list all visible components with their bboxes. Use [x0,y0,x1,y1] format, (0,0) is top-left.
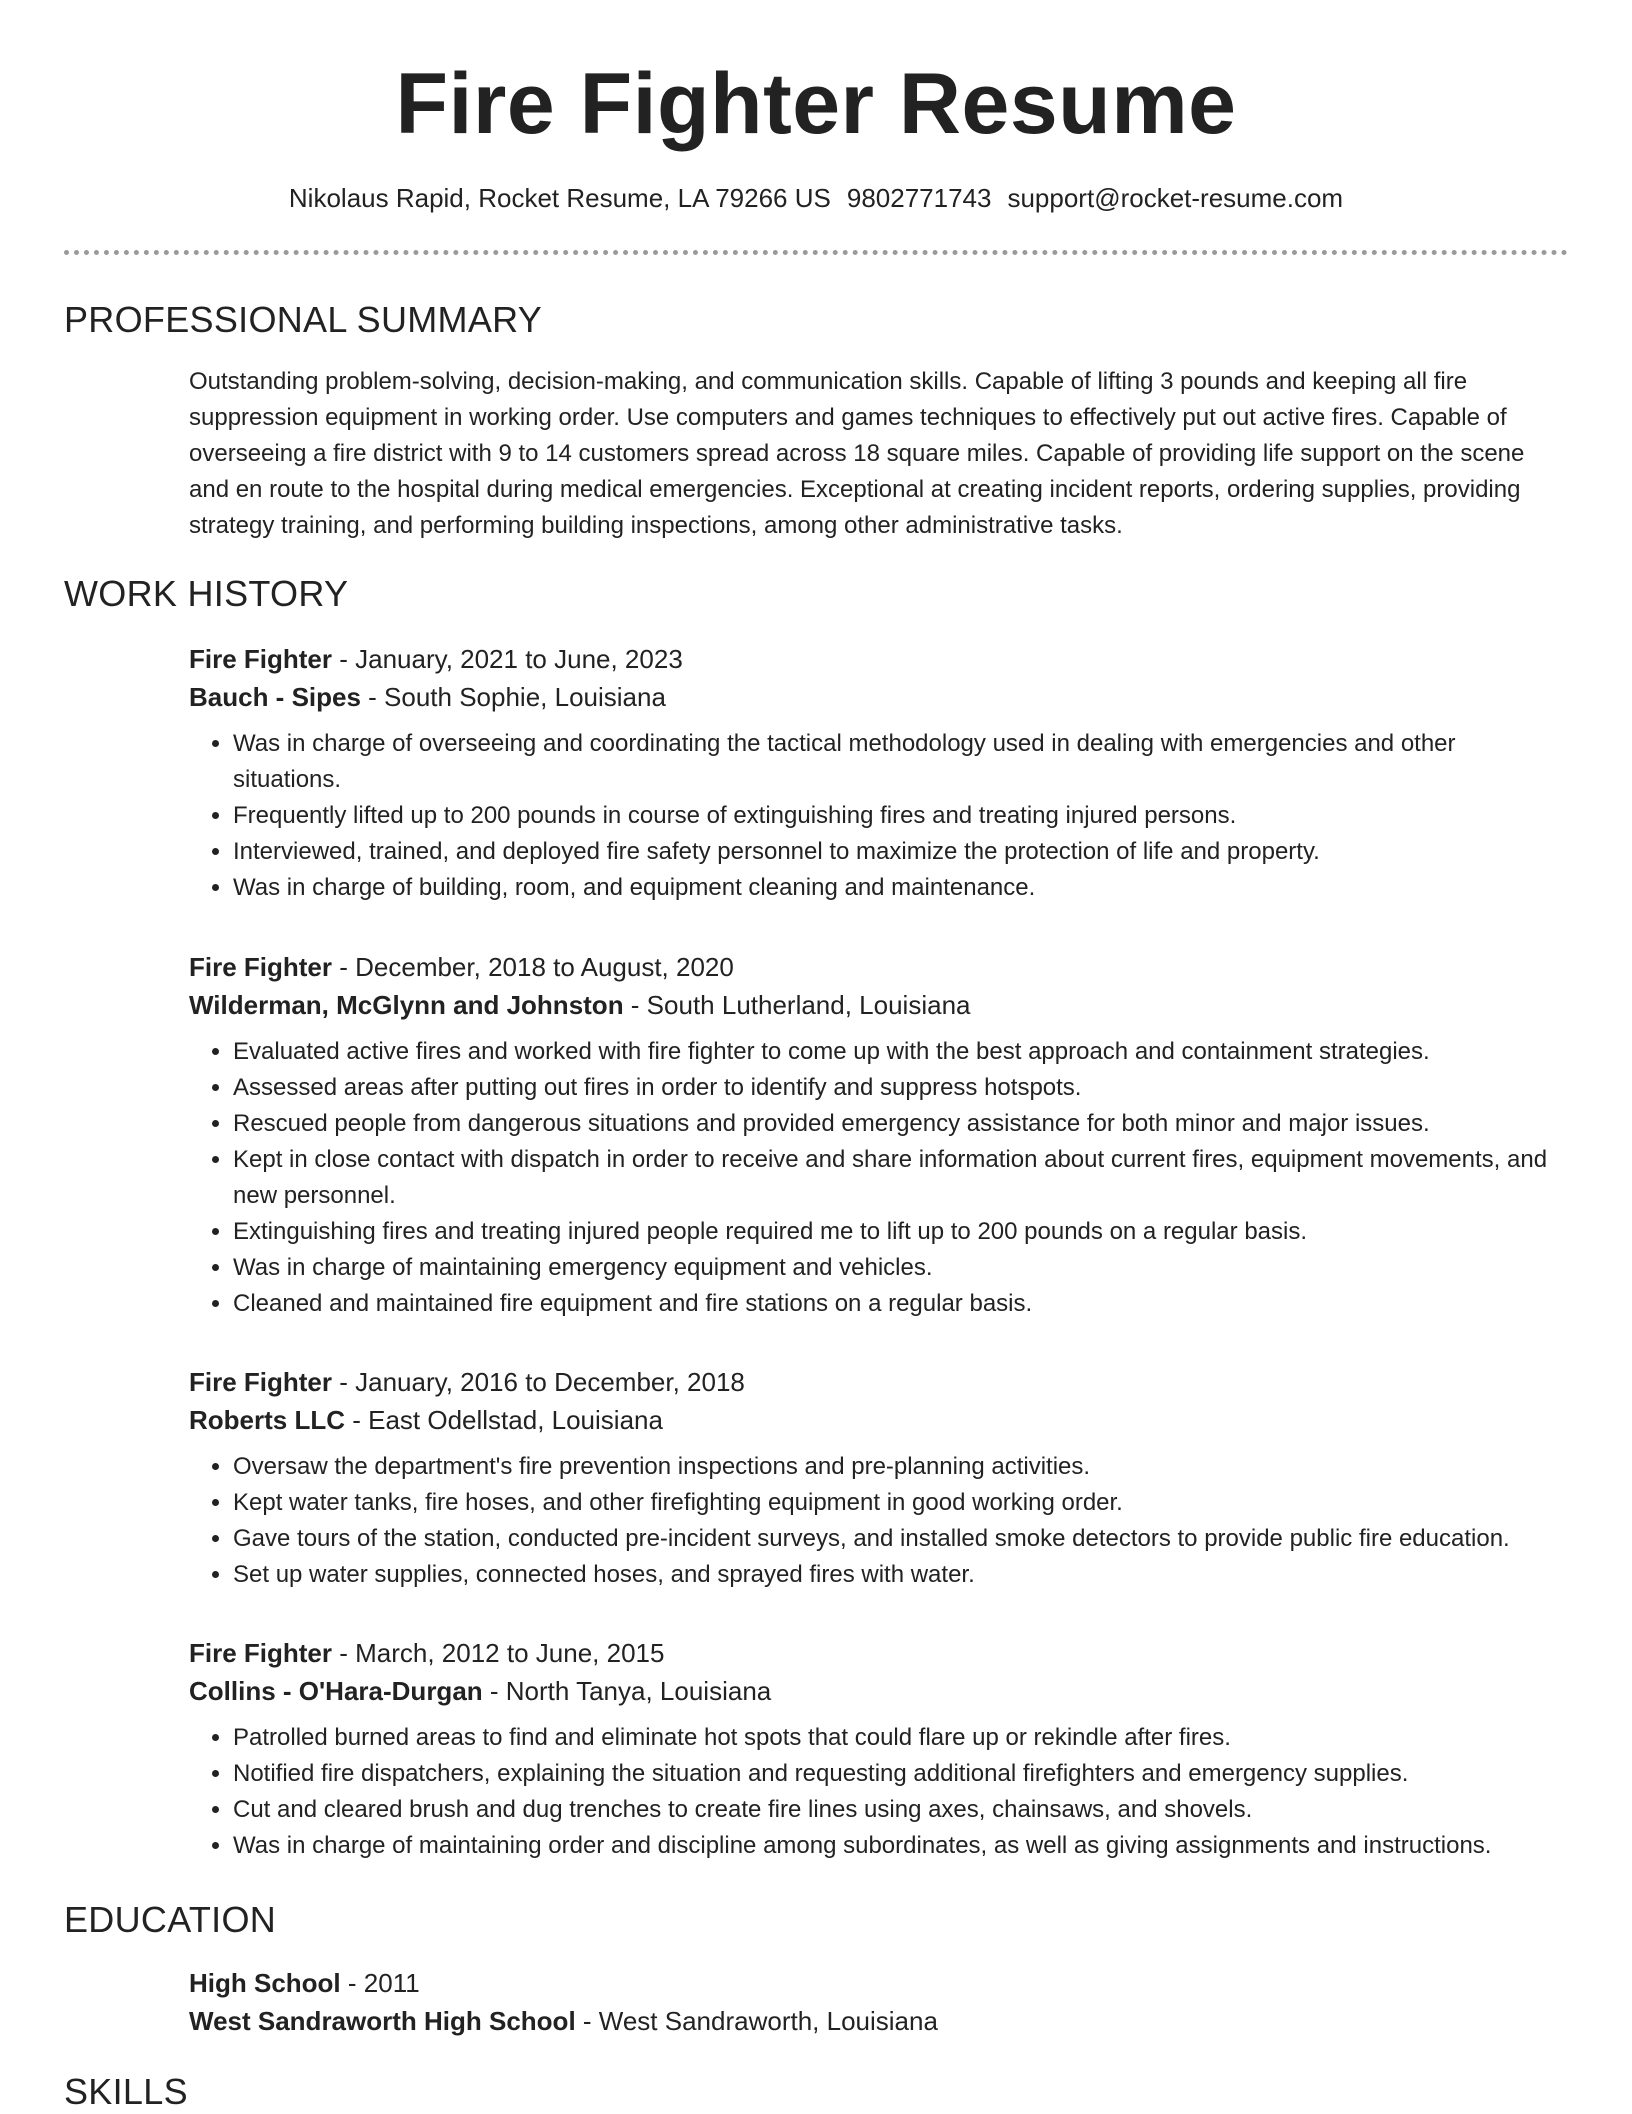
job-company: Roberts LLC [189,1405,345,1435]
job-title-line [189,948,1569,986]
section-title-education: EDUCATION [64,1899,277,1940]
job-title-line [189,640,1569,678]
list-item: • Gave tours of the station, conducted pre-incident surveys, and installed smoke detectors to provide public fire education. [233,1521,1569,1557]
education-year: - 2011 [340,1968,420,1998]
job-entry [189,1634,1569,1864]
job-location: - North Tanya, Louisiana [482,1676,772,1706]
job-bullets [189,1034,1569,1322]
job-title: Fire Fighter [189,952,333,982]
job-bullets [189,726,1569,906]
section-title-summary: PROFESSIONAL SUMMARY [64,299,543,340]
job-entry [189,1363,1569,1593]
list-item: • Set up water supplies, connected hoses, and sprayed fires with water. [233,1557,1569,1593]
job-company: Bauch - Sipes [189,682,361,712]
job-company-line [189,678,1569,716]
list-item: • Kept water tanks, fire hoses, and other firefighting equipment in good working order. [233,1485,1569,1521]
education-school: West Sandraworth High School [189,2006,576,2036]
list-item: • Patrolled burned areas to find and eliminate hot spots that could flare up or rekindle after fires. [233,1720,1569,1756]
list-item: • Assessed areas after putting out fires in order to identify and suppress hotspots. [233,1070,1569,1106]
list-item: • Cleaned and maintained fire equipment and fire stations on a regular basis. [233,1286,1569,1322]
job-entry [189,948,1569,1322]
job-location: - South Sophie, Louisiana [360,682,666,712]
list-item: • Was in charge of overseeing and coordinating the tactical methodology used in dealing with emergencies and other situations. [233,726,1569,798]
list-item: • Notified fire dispatchers, explaining the situation and requesting additional firefighters and emergency supplies. [233,1756,1569,1792]
job-bullets [189,1720,1569,1864]
job-title: Fire Fighter [189,1638,333,1668]
list-item: • Evaluated active fires and worked with fire fighter to come up with the best approach and containment strategies. [233,1034,1569,1070]
contact-email: support@rocket-resume.com [1007,183,1344,213]
job-title-line [189,1363,1569,1401]
job-title: Fire Fighter [189,644,333,674]
job-dates: - January, 2016 to December, 2018 [332,1367,745,1397]
section-title-work: WORK HISTORY [64,573,349,614]
list-item: • Interviewed, trained, and deployed fire safety personnel to maximize the protection of life and property. [233,834,1569,870]
list-item: • Rescued people from dangerous situations and provided emergency assistance for both minor and major issues. [233,1106,1569,1142]
summary-text: Outstanding problem-solving, decision-making, and communication skills. Capable of lifting 3 pounds and keeping all fire suppression equipment in working order. Use computers and games techniques to effectively put out active fires. Capable of overseeing a fire district with 9 to 14 customers spread across 18 square miles. Capable of providing life support on the scene and en route to the hospital during medical emergencies. Exceptional at creating incident reports, ordering supplies, providing strategy training, and performing building inspections, among other administrative tasks. [189,368,1525,539]
list-item: • Was in charge of maintaining order and discipline among subordinates, as well as giving assignments and instructions. [233,1828,1569,1864]
list-item: • Frequently lifted up to 200 pounds in course of extinguishing fires and treating injured persons. [233,798,1569,834]
education-entry [189,1964,1569,2040]
contact-line [0,180,1632,216]
education-school-line [189,2002,1569,2040]
section-title-skills: SKILLS [64,2071,188,2112]
contact-phone: 9802771743 [846,183,992,213]
header-divider [64,250,1568,255]
education-degree: High School [189,1968,341,1998]
job-dates: - March, 2012 to June, 2015 [332,1638,665,1668]
job-title: Fire Fighter [189,1367,333,1397]
list-item: • Extinguishing fires and treating injured people required me to lift up to 200 pounds on a regular basis. [233,1214,1569,1250]
job-company: Collins - O'Hara-Durgan [189,1676,483,1706]
job-location: - South Lutherland, Louisiana [623,990,971,1020]
job-entry [189,640,1569,906]
job-company-line [189,1672,1569,1710]
job-location: - East Odellstad, Louisiana [345,1405,663,1435]
list-item: • Was in charge of maintaining emergency equipment and vehicles. [233,1250,1569,1286]
job-company-line [189,986,1569,1024]
list-item: • Kept in close contact with dispatch in order to receive and share information about current fires, equipment movements, and new personnel. [233,1142,1569,1214]
list-item: • Was in charge of building, room, and equipment cleaning and maintenance. [233,870,1569,906]
page-title: Fire Fighter Resume [395,56,1237,152]
summary-block [189,364,1569,544]
list-item: • Cut and cleared brush and dug trenches to create fire lines using axes, chainsaws, and shovels. [233,1792,1569,1828]
job-dates: - January, 2021 to June, 2023 [332,644,683,674]
job-dates: - December, 2018 to August, 2020 [332,952,734,982]
education-location: - West Sandraworth, Louisiana [575,2006,938,2036]
job-bullets [189,1449,1569,1593]
job-title-line [189,1634,1569,1672]
contact-address: Nikolaus Rapid, Rocket Resume, LA 79266 US [288,183,831,213]
education-degree-line [189,1964,1569,2002]
job-company-line [189,1401,1569,1439]
list-item: • Oversaw the department's fire prevention inspections and pre-planning activities. [233,1449,1569,1485]
job-company: Wilderman, McGlynn and Johnston [189,990,624,1020]
